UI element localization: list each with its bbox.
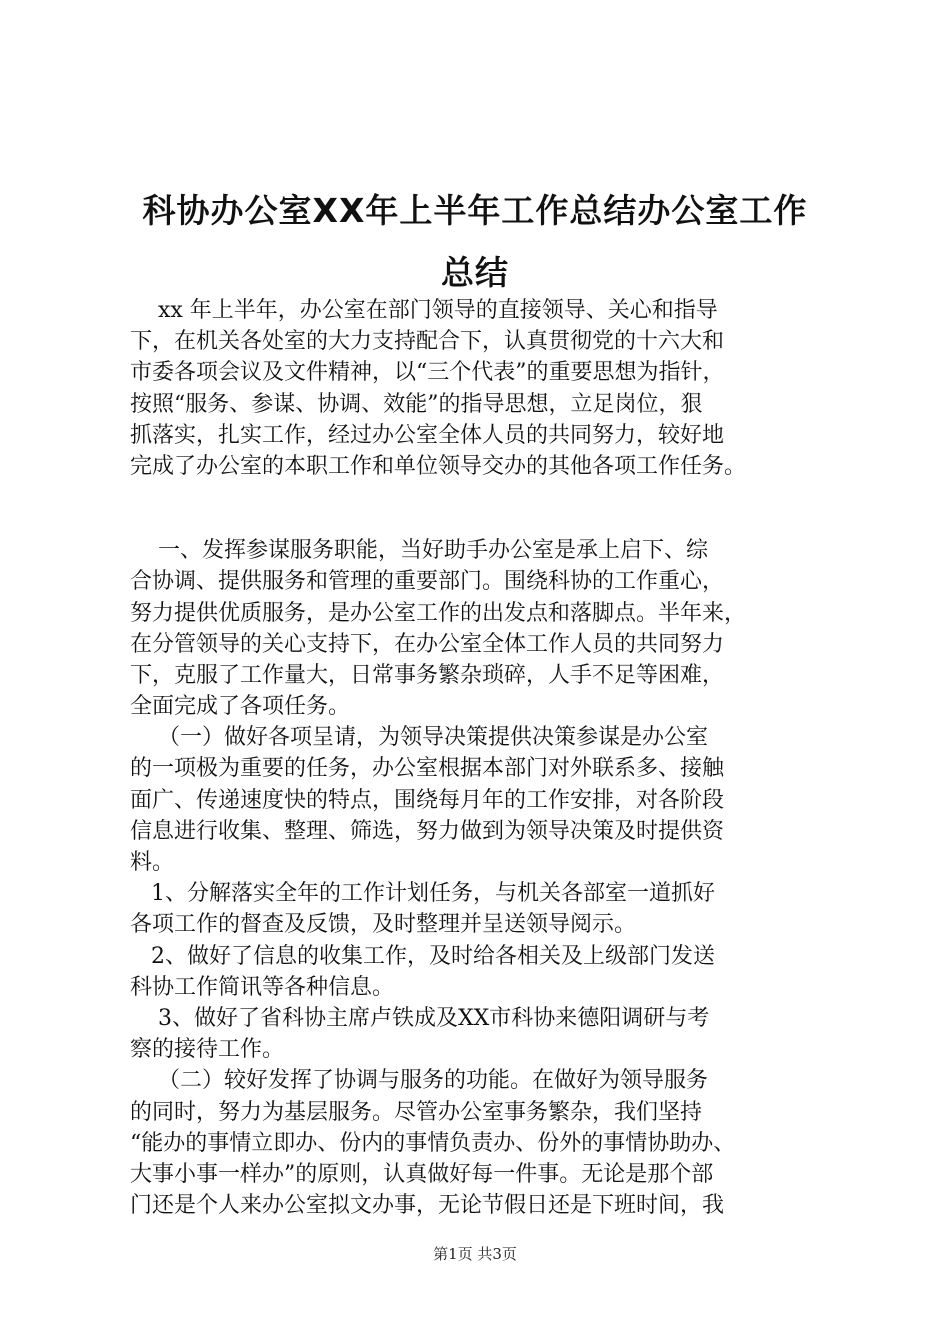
- body-text-line: 门还是个人来办公室拟文办事，无论节假日还是下班时间，我: [130, 1193, 725, 1219]
- body-text-line: “能办的事情立即办、份内的事情负责办、份外的事情协助办、: [130, 1130, 736, 1156]
- body-text-line: （二）较好发挥了协调与服务的功能。在做好为领导服务: [130, 1068, 708, 1094]
- body-text-line: 3、做好了省科协主席卢铁成及XX市科协来德阳调研与考: [130, 1005, 710, 1031]
- body-text-line: [130, 482, 830, 535]
- body-text-line: 合协调、提供服务和管理的重要部门。围绕科协的工作重心，: [130, 569, 725, 595]
- body-text-line: 按照“服务、参谋、协调、效能”的指导思想，立足岗位，狠: [130, 391, 703, 417]
- document-title-line-2: 总结: [441, 253, 509, 292]
- body-text-line: 面广、传递速度快的特点，围绕每月年的工作安排，对各阶段: [130, 787, 725, 813]
- body-text-line: 2、做好了信息的收集工作，及时给各相关及上级部门发送: [130, 943, 715, 969]
- body-text-line: （一）做好各项呈请，为领导决策提供决策参谋是办公室: [130, 725, 708, 751]
- body-text-line: 察的接待工作。: [130, 1037, 285, 1063]
- body-text-line: 抓落实，扎实工作，经过办公室全体人员的共同努力，较好地: [130, 422, 725, 448]
- body-text-line: 全面完成了各项任务。: [130, 694, 351, 720]
- body-text-line: 1、分解落实全年的工作计划任务，与机关各部室一道抓好: [130, 881, 715, 907]
- page-number: 第1页 共3页: [433, 1245, 517, 1263]
- body-text-line: 市委各项会议及文件精神，以“三个代表”的重要思想为指针，: [130, 360, 725, 386]
- body-text-line: 科协工作简讯等各种信息。: [130, 974, 395, 1000]
- body-text-line: 大事小事一样办”的原则，认真做好每一件事。无论是那个部: [130, 1161, 714, 1187]
- body-text-line: 的一项极为重要的任务，办公室根据本部门对外联系多、接触: [130, 756, 725, 782]
- body-text-line: 的同时，努力为基层服务。尽管办公室事务繁杂，我们坚持: [130, 1099, 703, 1125]
- document-title-line-1: 科协办公室XX年上半年工作总结办公室工作: [142, 191, 808, 230]
- body-text-line: 料。: [130, 850, 175, 875]
- body-text-line: 努力提供优质服务，是办公室工作的出发点和落脚点。半年来，: [130, 600, 747, 626]
- body-text-line: xx 年上半年，办公室在部门领导的直接领导、关心和指导: [130, 298, 718, 323]
- body-text-line: 各项工作的督查及反馈，及时整理并呈送领导阅示。: [130, 912, 637, 938]
- body-text-line: 完成了办公室的本职工作和单位领导交办的其他各项工作任务。: [130, 453, 747, 479]
- body-text-line: 下，克服了工作量大，日常事务繁杂琐碎，人手不足等困难，: [130, 662, 725, 688]
- body-text-line: 下，在机关各处室的大力支持配合下，认真贯彻党的十六大和: [130, 329, 725, 355]
- document-body: [130, 295, 830, 1221]
- body-text-line: 一、发挥参谋服务职能，当好助手办公室是承上启下、综: [130, 538, 708, 564]
- body-text-line: 信息进行收集、整理、筛选，努力做到为领导决策及时提供资: [130, 818, 725, 844]
- body-text-line: 在分管领导的关心支持下，在办公室全体工作人员的共同努力: [130, 631, 725, 657]
